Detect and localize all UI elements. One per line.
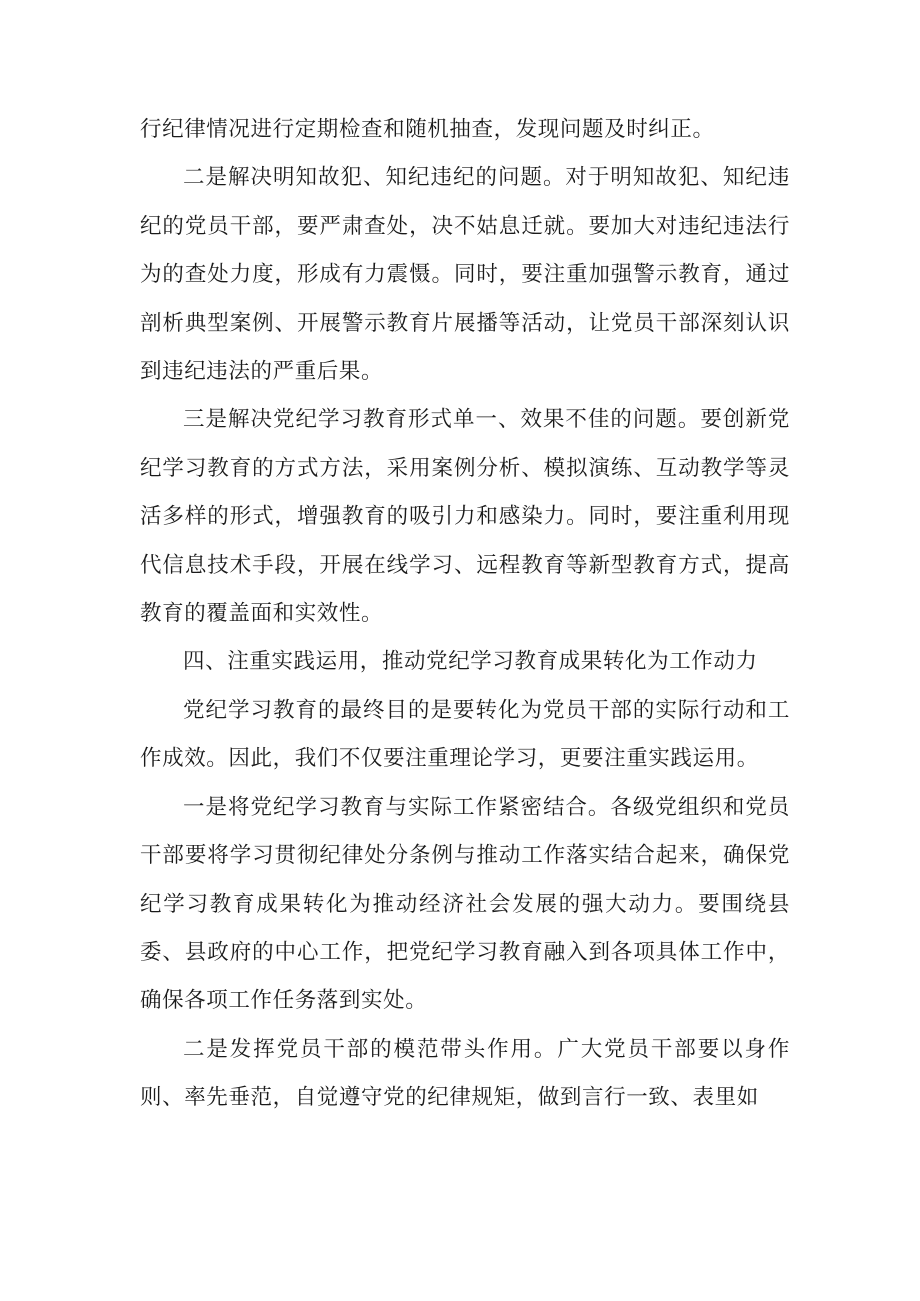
paragraph-section-intro: 党纪学习教育的最终目的是要转化为党员干部的实际行动和工作成效。因此，我们不仅要注重理论学习，更要注重实践运用。 (140, 697, 790, 772)
paragraph-point-one: 一是将党纪学习教育与实际工作紧密结合。各级党组织和党员干部要将学习贯彻纪律处分条例与推动工作落实结合起来，确保党纪学习教育成果转化为推动经济社会发展的强大动力。要围绕县委、县政府的中心工作，把党纪学习教育融入到各项具体工作中，确保各项工作任务落到实处。 (140, 794, 790, 1014)
document-body (140, 106, 790, 1123)
paragraph-continuation: 行纪律情况进行定期检查和随机抽查，发现问题及时纠正。 (140, 117, 715, 142)
paragraph-point-two-b: 二是发挥党员干部的模范带头作用。广大党员干部要以身作则、率先垂范，自觉遵守党的纪律规矩，做到言行一致、表里如 (140, 1036, 790, 1111)
section-heading-four: 四、注重实践运用，推动党纪学习教育成果转化为工作动力 (183, 649, 758, 675)
paragraph-point-two: 二是解决明知故犯、知纪违纪的问题。对于明知故犯、知纪违纪的党员干部，要严肃查处，决不姑息迁就。要加大对违纪违法行为的查处力度，形成有力震慑。同时，要注重加强警示教育，通过剖析典型案例、开展警示教育片展播等活动，让党员干部深刻认识到违纪违法的严重后果。 (140, 165, 790, 385)
paragraph-point-three: 三是解决党纪学习教育形式单一、效果不佳的问题。要创新党纪学习教育的方式方法，采用案例分析、模拟演练、互动教学等灵活多样的形式，增强教育的吸引力和感染力。同时，要注重利用现代信息技术手段，开展在线学习、远程教育等新型教育方式，提高教育的覆盖面和实效性。 (140, 407, 790, 627)
